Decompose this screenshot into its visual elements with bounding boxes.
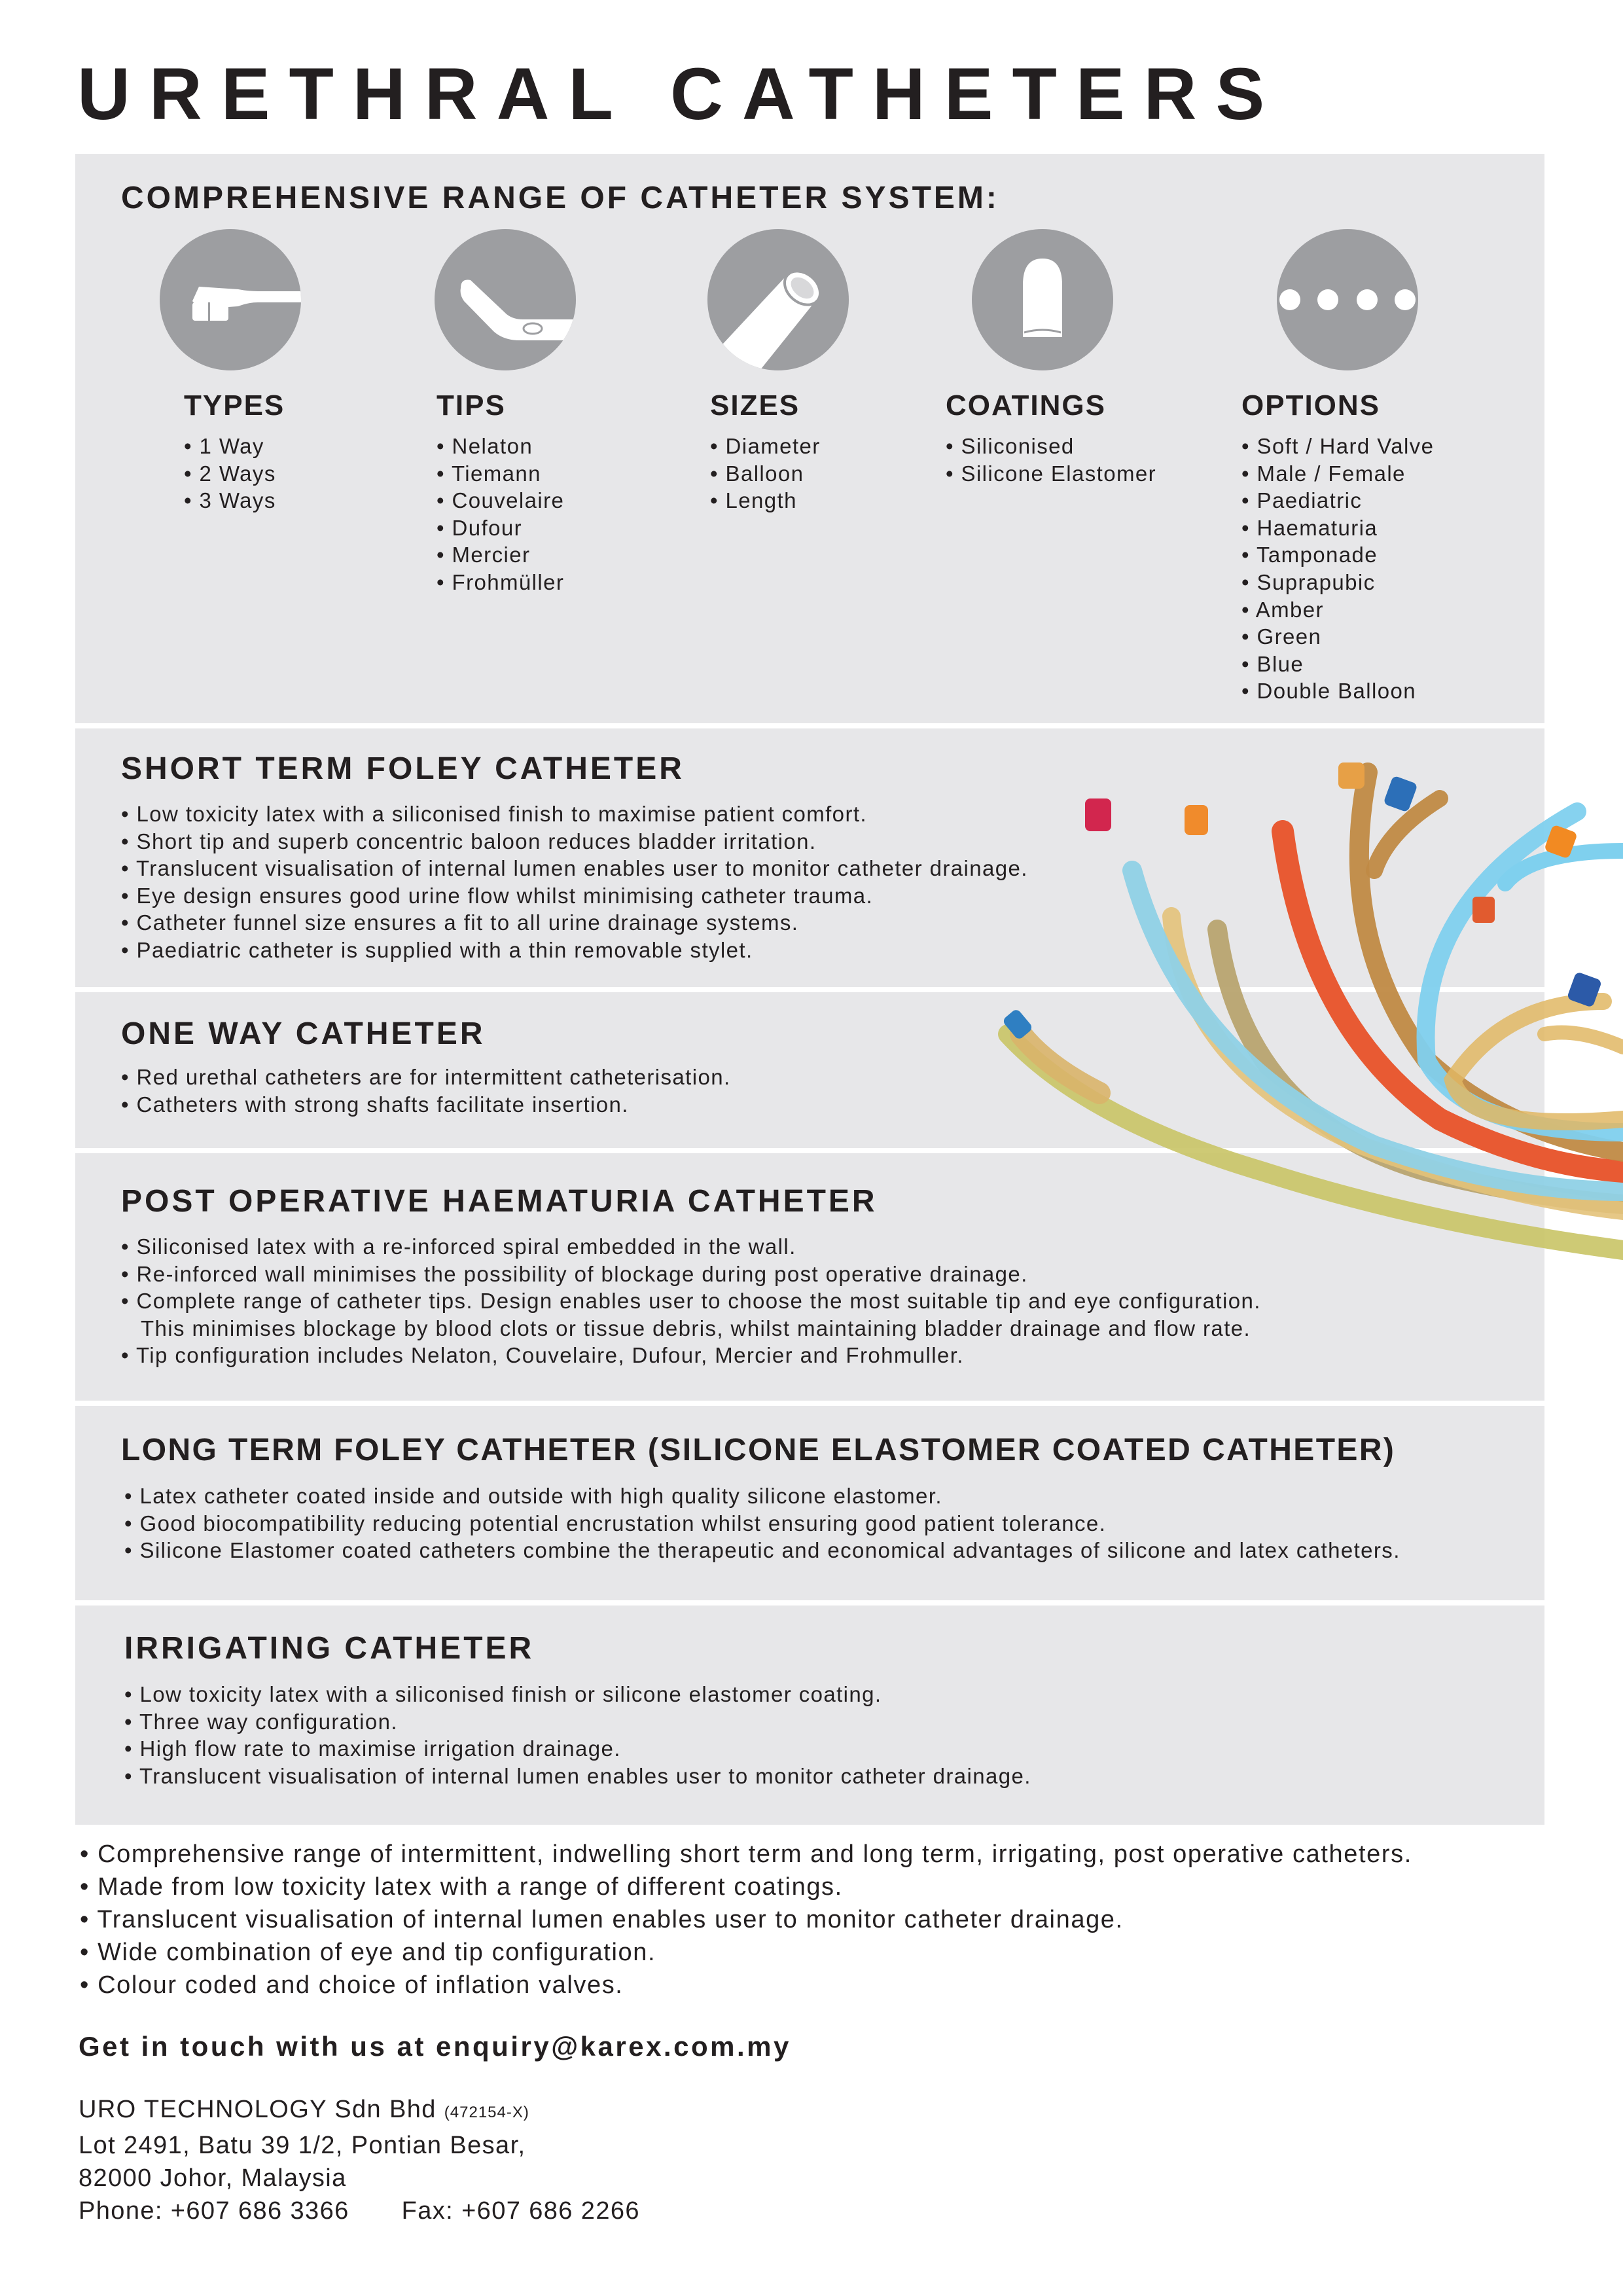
phone-number: Phone: +607 686 3366: [79, 2197, 349, 2225]
list-item: • Siliconised: [946, 433, 1156, 460]
irrigating-heading: IRRIGATING CATHETER: [124, 1631, 535, 1666]
list-item: • Translucent visualisation of internal lumen enables user to monitor catheter drainage.: [124, 1763, 1031, 1790]
list-item: • Paediatric catheter is supplied with a thin removable stylet.: [121, 937, 1028, 964]
list-item: • Wide combination of eye and tip configuration.: [80, 1936, 1412, 1969]
types-list: [184, 433, 285, 514]
list-item: • Short tip and superb concentric baloon reduces bladder irritation.: [121, 828, 1028, 855]
list-item: • Tamponade: [1241, 541, 1434, 569]
list-item: • Double Balloon: [1241, 677, 1434, 705]
list-item: • Diameter: [710, 433, 821, 460]
list-item: • Amber: [1241, 596, 1434, 624]
list-item: • Couvelaire: [437, 487, 564, 514]
list-item: • Low toxicity latex with a siliconised finish to maximise patient comfort.: [121, 800, 1028, 828]
list-item: • 2 Ways: [184, 460, 285, 488]
list-item: • High flow rate to maximise irrigation drainage.: [124, 1735, 1031, 1763]
options-list: [1241, 433, 1434, 705]
list-item: • Good biocompatibility reducing potential encrustation whilst ensuring good patient tolerance.: [124, 1510, 1400, 1537]
one-way-list: [121, 1064, 731, 1118]
list-item: • Male / Female: [1241, 460, 1434, 488]
tips-column: [437, 389, 564, 596]
types-title: TYPES: [184, 389, 285, 422]
list-item: • Translucent visualisation of internal lumen enables user to monitor catheter drainage.: [121, 855, 1028, 882]
address-line-1: Lot 2491, Batu 39 1/2, Pontian Besar,: [79, 2132, 526, 2159]
coatings-column: [946, 389, 1156, 487]
list-item: • Siliconised latex with a re-inforced spiral embedded in the wall.: [121, 1233, 1261, 1261]
list-item: • Three way configuration.: [124, 1708, 1031, 1736]
list-item: • Colour coded and choice of inflation valves.: [80, 1969, 1412, 2001]
list-item: • Eye design ensures good urine flow whilst minimising catheter trauma.: [121, 882, 1028, 910]
list-item: • Haematuria: [1241, 514, 1434, 542]
long-term-list: [124, 1482, 1400, 1564]
list-item: • Nelaton: [437, 433, 564, 460]
list-item: • Soft / Hard Valve: [1241, 433, 1434, 460]
dots-icon: [1277, 229, 1418, 370]
contact-line: Get in touch with us at enquiry@karex.com.my: [79, 2031, 791, 2062]
one-way-heading: ONE WAY CATHETER: [121, 1016, 486, 1051]
list-item: • Catheters with strong shafts facilitate insertion.: [121, 1091, 731, 1119]
sizes-title: SIZES: [710, 389, 800, 422]
list-item-continuation: This minimises blockage by blood clots or tissue debris, whilst maintaining bladder drainage and flow rate.: [141, 1316, 1251, 1340]
short-term-heading: SHORT TERM FOLEY CATHETER: [121, 751, 685, 786]
list-item: • Low toxicity latex with a siliconised finish or silicone elastomer coating.: [124, 1681, 1031, 1708]
list-item: • 1 Way: [184, 433, 285, 460]
list-item: • 3 Ways: [184, 487, 285, 514]
tube-icon: [707, 229, 849, 370]
list-item: • Frohmüller: [437, 569, 564, 596]
post-operative-heading: POST OPERATIVE HAEMATURIA CATHETER: [121, 1184, 878, 1219]
company-address: [79, 2093, 640, 2227]
company-name: URO TECHNOLOGY Sdn Bhd: [79, 2096, 437, 2123]
list-item: • Red urethal catheters are for intermittent catheterisation.: [121, 1064, 731, 1091]
list-item: • Length: [710, 487, 821, 514]
phone-fax-line: [79, 2195, 640, 2227]
irrigating-panel: [75, 1605, 1544, 1825]
company-reg-no: (472154-X): [444, 2104, 529, 2121]
summary-list: [80, 1838, 1412, 2001]
catheter-tip-icon: [160, 229, 301, 370]
coatings-title: COATINGS: [946, 389, 1106, 422]
list-item: • Latex catheter coated inside and outside with high quality silicone elastomer.: [124, 1482, 1400, 1510]
list-item: • Tip configuration includes Nelaton, Couvelaire, Dufour, Mercier and Frohmuller.: [121, 1342, 1261, 1369]
catheter-product-image: [969, 753, 1623, 1263]
fax-number: Fax: +607 686 2266: [401, 2197, 640, 2225]
catheter-system-heading: COMPREHENSIVE RANGE OF CATHETER SYSTEM:: [121, 181, 999, 215]
types-column: [184, 389, 285, 514]
list-item: • Complete range of catheter tips. Design enables user to choose the most suitable tip and eye configuration.: [121, 1287, 1261, 1315]
list-item: • Mercier: [437, 541, 564, 569]
tips-title: TIPS: [437, 389, 506, 422]
list-item: • Suprapubic: [1241, 569, 1434, 596]
address-line-2: 82000 Johor, Malaysia: [79, 2164, 347, 2192]
list-item: • Catheter funnel size ensures a fit to all urine drainage systems.: [121, 909, 1028, 937]
list-item: • Blue: [1241, 651, 1434, 678]
list-item: • Made from low toxicity latex with a range of different coatings.: [80, 1871, 1412, 1903]
list-item: • Green: [1241, 623, 1434, 651]
company-line: [79, 2093, 640, 2129]
list-item: • Tiemann: [437, 460, 564, 488]
page-title: URETHRAL CATHETERS: [77, 53, 1284, 135]
list-item: • Balloon: [710, 460, 821, 488]
sizes-column: [710, 389, 821, 514]
options-title: OPTIONS: [1241, 389, 1381, 422]
catheter-system-panel: [75, 154, 1544, 723]
list-item: • Re-inforced wall minimises the possibility of blockage during post operative drainage.: [121, 1261, 1261, 1288]
list-item: • Dufour: [437, 514, 564, 542]
irrigating-list: [124, 1681, 1031, 1789]
list-item: • Paediatric: [1241, 487, 1434, 514]
list-item: • Comprehensive range of intermittent, indwelling short term and long term, irrigating, post operative catheters.: [80, 1838, 1412, 1871]
long-term-panel: [75, 1406, 1544, 1600]
short-term-list: [121, 800, 1028, 964]
tips-list: [437, 433, 564, 596]
curved-tip-icon: [435, 229, 576, 370]
list-item: • Silicone Elastomer: [946, 460, 1156, 488]
long-term-heading: LONG TERM FOLEY CATHETER (SILICONE ELASTOMER COATED CATHETER): [121, 1433, 1396, 1467]
list-item: • Translucent visualisation of internal lumen enables user to monitor catheter drainage.: [80, 1903, 1412, 1936]
options-column: [1241, 389, 1434, 705]
coatings-list: [946, 433, 1156, 487]
rounded-tip-icon: [972, 229, 1113, 370]
list-item: • Silicone Elastomer coated catheters combine the therapeutic and economical advantages of silicone and latex catheters.: [124, 1537, 1400, 1564]
sizes-list: [710, 433, 821, 514]
